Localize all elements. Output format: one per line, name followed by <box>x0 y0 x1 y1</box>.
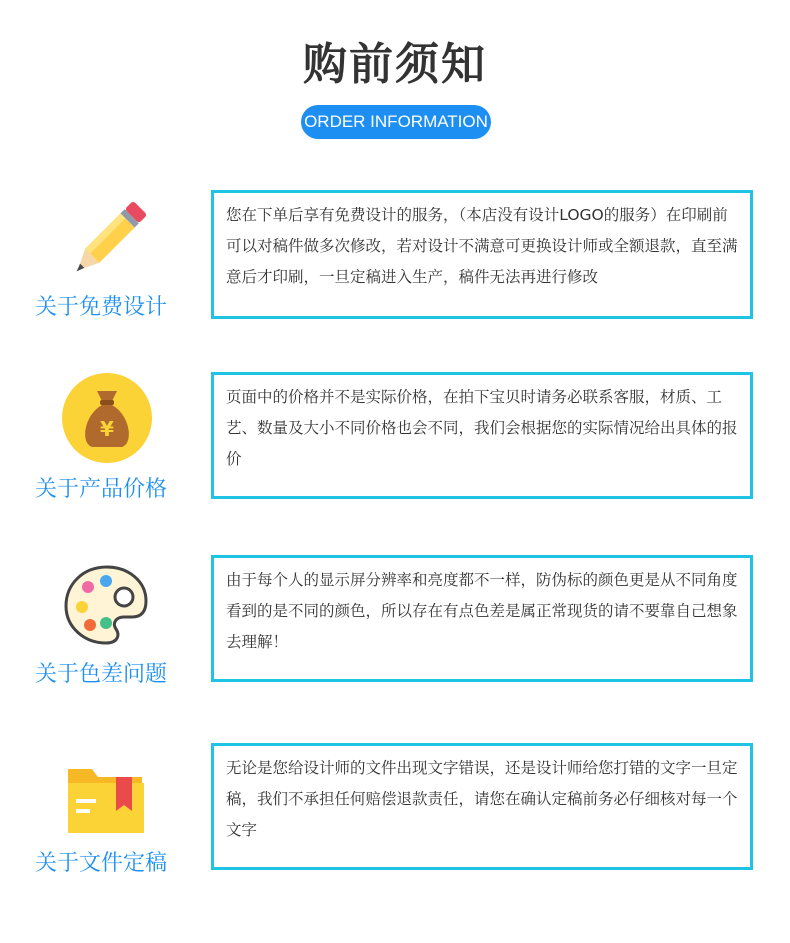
pencil-icon <box>62 196 152 286</box>
section-color-difference <box>0 553 790 687</box>
section-label: 关于免费设计 <box>35 295 168 320</box>
section-product-price <box>0 370 790 500</box>
info-text: 页面中的价格并不是实际价格，在拍下宝贝时请务必联系客服，材质、工艺、数量及大小不同价格也会不同，我们会根据您的实际情况给出具体的报价 <box>226 388 738 468</box>
section-file-finalize <box>0 741 790 876</box>
section-label: 关于文件定稿 <box>35 851 168 876</box>
info-box <box>211 555 753 682</box>
svg-text:¥: ¥ <box>100 417 114 441</box>
section-label: 关于产品价格 <box>35 477 168 502</box>
info-box <box>211 743 753 870</box>
info-text: 由于每个人的显示屏分辨率和亮度都不一样，防伪标的颜色更是从不同角度看到的是不同的颜色，所以存在有点色差是属正常现货的请不要靠自己想象去理解！ <box>226 571 738 651</box>
order-information-badge: ORDER INFORMATION <box>301 105 491 139</box>
money-bag-icon <box>62 373 152 463</box>
info-text: 无论是您给设计师的文件出现文字错误，还是设计师给您打错的文字一旦定稿，我们不承担任何赔偿退款责任，请您在确认定稿前务必仔细核对每一个文字 <box>226 759 738 839</box>
info-box <box>211 190 753 319</box>
folder-icon <box>62 751 152 841</box>
info-box <box>211 372 753 499</box>
info-text: 您在下单后享有免费设计的服务，（本店没有设计LOGO的服务）在印刷前可以对稿件做多次修改，若对设计不满意可更换设计师或全额退款，直至满意后才印刷，一旦定稿进入生产，稿件无法再进行修改 <box>226 206 738 286</box>
palette-icon <box>62 561 152 651</box>
page-title: 购前须知 <box>303 39 487 90</box>
section-label: 关于色差问题 <box>35 662 168 687</box>
section-free-design <box>0 188 790 318</box>
